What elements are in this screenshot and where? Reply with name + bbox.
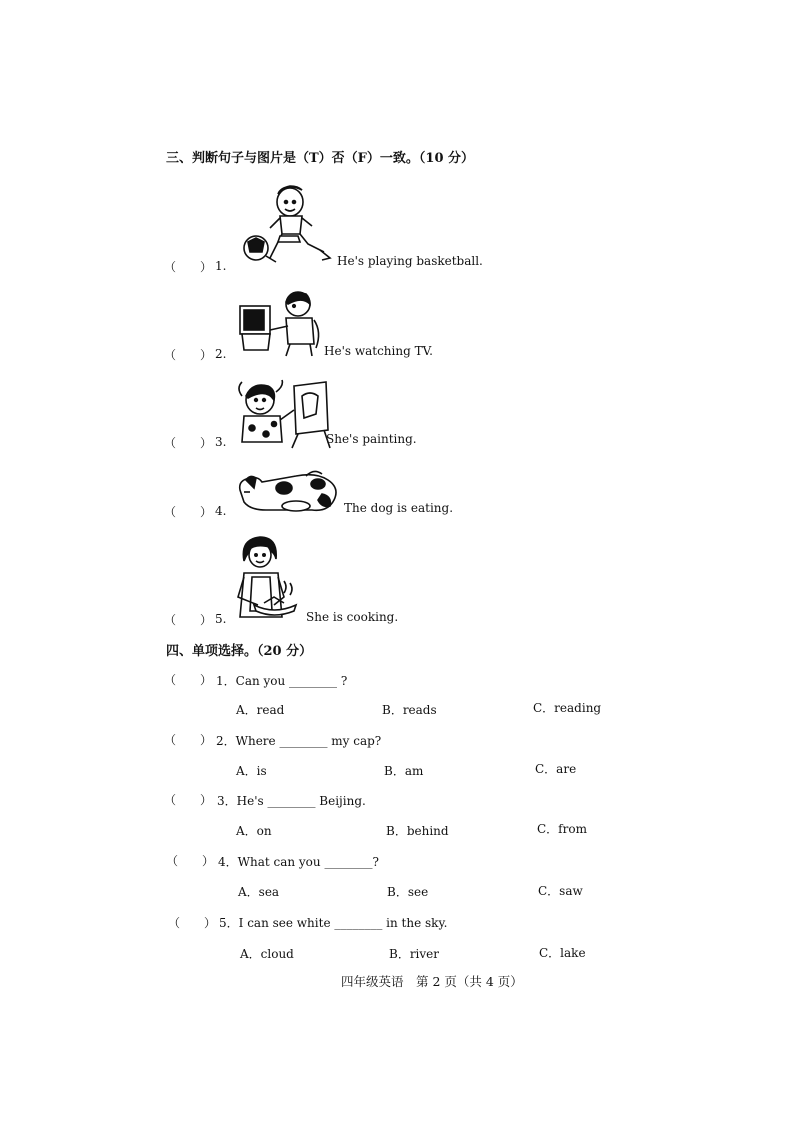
question-stem-4-3: 3．He's ________ Beijing. <box>217 794 366 808</box>
option-4-2-b: B．am <box>384 764 424 778</box>
option-4-3-b: B．behind <box>386 824 449 838</box>
dog-sleeping-image <box>236 466 342 516</box>
option-4-5-b: B．river <box>389 947 440 961</box>
question-stem-4-4: 4．What can you ________? <box>218 855 379 869</box>
option-4-4-b: B．see <box>387 885 429 899</box>
answer-blank-4-1[interactable]: （ ） <box>164 673 213 687</box>
page-footer: 四年级英语 第 2 页（共 4 页） <box>341 974 523 989</box>
option-4-2-a: A．is <box>236 764 267 778</box>
answer-blank-4-4[interactable]: （ ） <box>166 854 215 868</box>
option-4-2-c: C．are <box>535 762 577 776</box>
answer-blank-4-2[interactable]: （ ） <box>164 733 213 747</box>
option-4-1-c: C．reading <box>533 701 602 715</box>
answer-blank-4-5[interactable]: （ ） <box>168 916 217 930</box>
sentence-3-3: She's painting. <box>326 432 417 446</box>
sentence-3-2: He's watching TV. <box>324 344 433 358</box>
option-4-4-c: C．saw <box>538 884 583 898</box>
option-4-3-a: A．on <box>236 824 272 838</box>
item-number-3-4: 4. <box>215 504 227 518</box>
sentence-3-4: The dog is eating. <box>344 501 454 515</box>
question-stem-4-5: 5．I can see white ________ in the sky. <box>219 916 448 930</box>
option-4-1-b: B．reads <box>382 703 437 717</box>
question-stem-4-1: 1．Can you ________ ? <box>216 674 348 688</box>
answer-blank-3-5[interactable]: （ ） <box>164 613 213 627</box>
section-3-heading: 三、判断句子与图片是（T）否（F）一致。（10 分） <box>166 151 475 166</box>
boy-watching-tv-image <box>236 288 322 360</box>
option-4-1-a: A．read <box>236 703 285 717</box>
item-number-3-5: 5. <box>215 612 227 626</box>
sentence-3-1: He's playing basketball. <box>337 254 483 268</box>
item-number-3-2: 2. <box>215 347 227 361</box>
answer-blank-3-3[interactable]: （ ） <box>164 436 213 450</box>
item-number-3-3: 3. <box>215 435 227 449</box>
question-stem-4-2: 2．Where ________ my cap? <box>216 734 382 748</box>
girl-painting-image <box>236 378 332 448</box>
answer-blank-3-1[interactable]: （ ） <box>164 260 213 274</box>
woman-cooking-image <box>234 533 306 627</box>
sentence-3-5: She is cooking. <box>306 610 399 624</box>
option-4-5-a: A．cloud <box>240 947 294 961</box>
answer-blank-3-2[interactable]: （ ） <box>164 348 213 362</box>
option-4-4-a: A．sea <box>238 885 280 899</box>
boy-kicking-football-image <box>236 182 334 270</box>
section-4-heading: 四、单项选择。（20 分） <box>166 644 313 659</box>
answer-blank-3-4[interactable]: （ ） <box>164 505 213 519</box>
option-4-5-c: C．lake <box>539 946 586 960</box>
option-4-3-c: C．from <box>537 822 587 836</box>
item-number-3-1: 1. <box>215 259 227 273</box>
answer-blank-4-3[interactable]: （ ） <box>164 793 213 807</box>
